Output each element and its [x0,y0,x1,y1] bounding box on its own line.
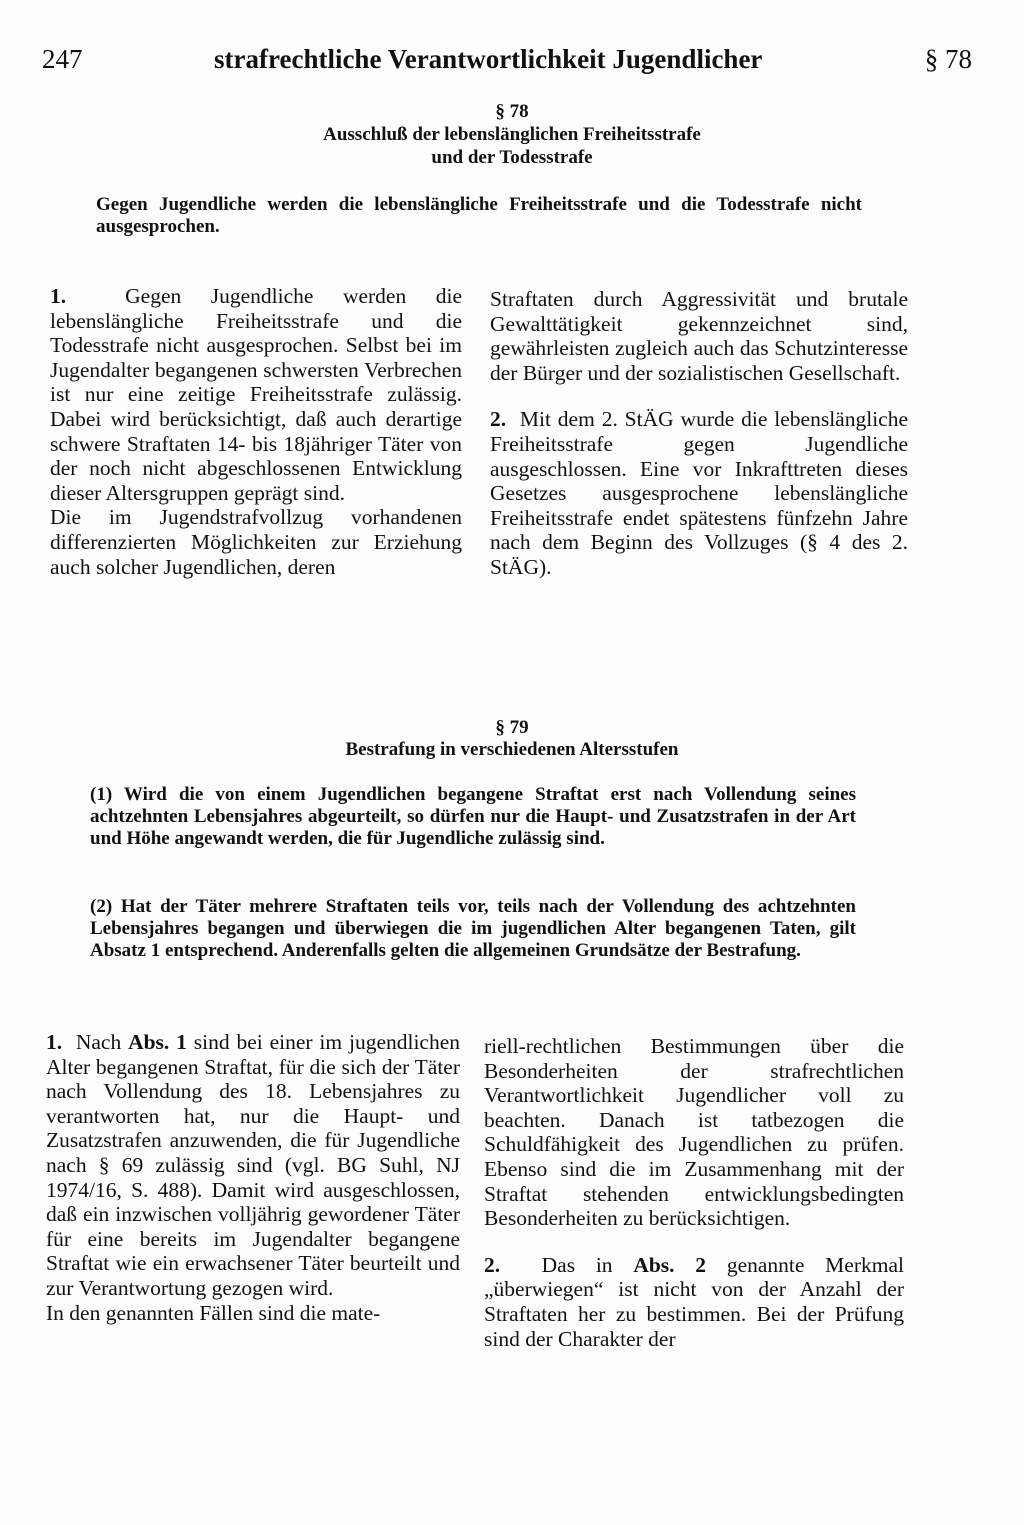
paragraph-text-start: Das in [541,1252,613,1277]
paragraph-text: Mit dem 2. StÄG wurde die lebenslängliche Freiheitsstrafe gegen Jugendliche ausgeschlossen. Eine vor Inkrafttreten dieses Gesetzes ausgesprochene lebenslängliche Freiheitsstrafe endet spätestens fünfzehn Jahre nach dem Beginn des Vollzuges (§ 4 des 2. StÄG). [490,407,908,579]
section-79-title: Bestrafung in verschiedenen Altersstufen [345,739,679,760]
section-79-commentary-right [484,1034,904,1351]
paragraph-number: 2. [490,407,507,432]
section-79-statute-1: (1) Wird die von einem Jugendlichen begangene Straftat erst nach Vollendung seines achtzehnten Lebensjahres abgeurteilt, so dürfen nur die Haupt- und Zusatzstrafen in der Art und Höhe angewandt werden, die für Jugendliche zulässig sind. [90,784,856,849]
paragraph-text: genannte Merkmal „überwiegen“ ist nicht von der Anzahl der Straftaten her zu bestimmen. Bei der Prüfung sind der Charakter der [484,1252,904,1351]
paragraph-number: 1. [50,284,67,308]
commentary-paragraph [484,1253,904,1351]
section-78-commentary-left [50,284,462,579]
commentary-paragraph [46,1030,460,1301]
section-78-title-line1: Ausschluß der lebenslänglichen Freiheitsstrafe [323,124,701,145]
section-78-commentary-right [490,287,908,580]
section-78-number: § 78 [495,101,529,122]
section-78-statute: Gegen Jugendliche werden die lebenslängliche Freiheitsstrafe und die Todesstrafe nicht ausgesprochen. [96,194,862,237]
header-section-number: § 78 [924,44,972,74]
section-78-title-line2: und der Todesstrafe [431,147,593,168]
paragraph-text-start: Nach [75,1030,122,1054]
commentary-paragraph [50,284,462,505]
paragraph-number: 2. [484,1252,501,1277]
commentary-paragraph: Straftaten durch Aggressivität und brutale Gewalttätigkeit gekennzeichnet sind, gewährleisten zugleich auch das Schutzinteresse der Bürger und der sozialistischen Gesellschaft. [490,287,908,385]
commentary-paragraph: Die im Jugendstrafvollzug vorhandenen differenzierten Möglichkeiten zur Erziehung auch solcher Jugendlichen, deren [50,505,462,579]
commentary-paragraph: In den genannten Fällen sind die mate- [46,1300,381,1325]
paragraph-text: Gegen Jugendliche werden die lebenslängliche Freiheitsstrafe und die Todesstrafe nicht ausgesprochen. Selbst bei im Jugendalter begangenen schwersten Verbrechen ist nur eine zeitige Freiheitsstrafe zulässig. Dabei wird berücksichtigt, daß auch derartige schwere Straftaten 14- bis 18jähriger Täter von der noch nicht abgeschlossenen Entwicklung dieser Altersgruppen geprägt sind. [50,284,463,505]
paragraph-number: 1. [46,1030,63,1054]
running-title: strafrechtliche Verantwortlichkeit Jugendlicher [214,44,763,74]
paragraph-text: sind bei einer im jugendlichen Alter begangenen Straftat, für die sich der Täter nach Vollendung des 18. Lebensjahres zu verantworten hat, nur die Haupt- und Zusatzstrafen anzuwenden, die für Jugendliche nach § 69 zulässig sind (vgl. BG Suhl, NJ 1974/16, S. 488). Damit wird ausgeschlossen, daß ein inzwischen volljährig gewordener Täter für eine bereits im Jugendalter begangene Straftat wie ein erwachsener Täter beurteilt und zur Verantwortung gezogen wird. [46,1030,461,1300]
page-header [42,44,972,84]
section-79-number: § 79 [495,717,529,738]
section-79-statute-2: (2) Hat der Täter mehrere Straftaten teils vor, teils nach der Vollendung des achtzehnten Lebensjahres begangen und überwiegen die im jugendlichen Alter begangenen Taten, gilt Absatz 1 entsprechend. Anderenfalls gelten die allgemeinen Grundsätze der Bestrafung. [90,896,856,961]
page-number: 247 [42,44,83,74]
commentary-paragraph: riell-rechtlichen Bestimmungen über die Besonderheiten der strafrechtlichen Verantwortlichkeit Jugendlicher voll zu beachten. Danach ist tatbezogen die Schuldfähigkeit des Jugendlichen zu prüfen. Ebenso sind die im Zusammenhang mit der Straftat stehenden entwicklungsbedingten Besonderheiten zu berücksichtigen. [484,1034,904,1231]
section-79-commentary-left [46,1030,460,1325]
commentary-paragraph [490,407,908,579]
paragraph-reference: Abs. 1 [128,1030,187,1054]
paragraph-reference: Abs. 2 [633,1252,707,1277]
